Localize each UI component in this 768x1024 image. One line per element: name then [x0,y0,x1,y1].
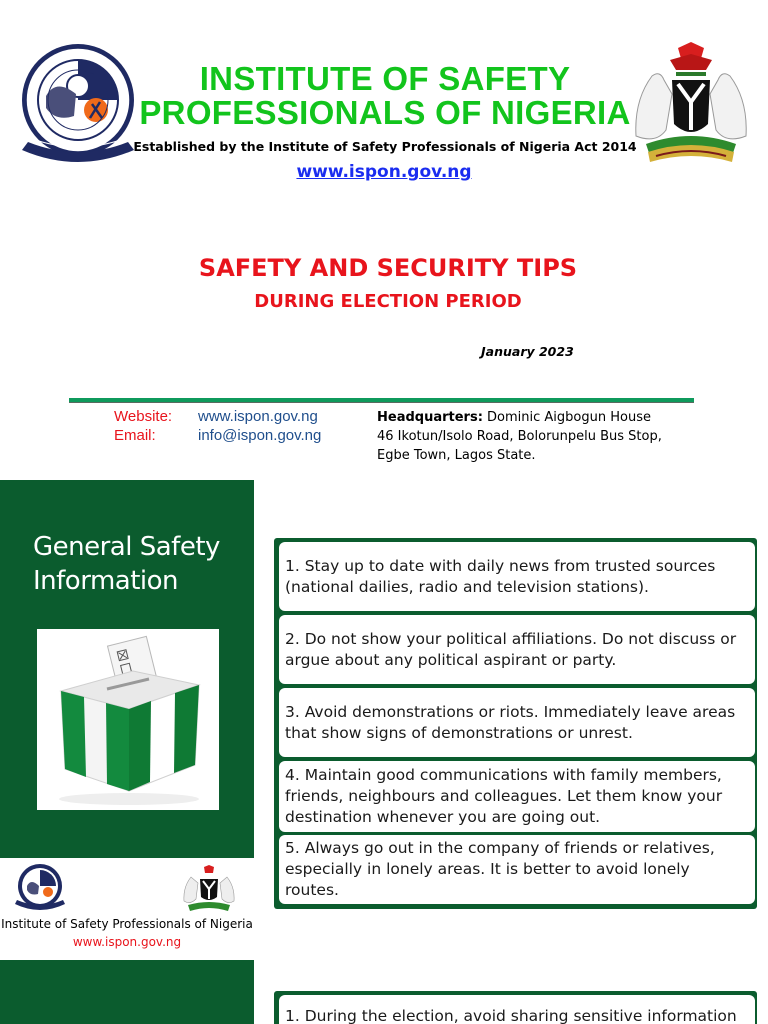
next-section-side-panel [0,960,254,1024]
tip-item [279,542,755,611]
tip-item [279,615,755,684]
header-website-link[interactable]: www.ispon.gov.ng [296,162,472,182]
email-label: Email: [114,427,156,444]
headquarters-address [377,408,707,465]
document-title: SAFETY AND SECURITY TIPS [198,254,578,282]
ispon-logo-small-icon [11,862,69,914]
hq-label: Headquarters: [377,410,483,425]
website-value-link[interactable]: www.ispon.gov.ng [198,408,318,425]
header-divider [69,398,694,402]
tip-item [279,761,755,832]
org-name-line-2: PROFESSIONALS OF NIGERIA [139,94,631,131]
tip-text: 1. Stay up to date with daily news from trusted sources (national dailies, radio and television stations). [285,556,716,596]
ispon-logo-icon [16,38,140,170]
document-date: January 2023 [481,344,574,359]
document-subtitle: DURING ELECTION PERIOD [254,291,522,312]
website-label: Website: [114,408,173,425]
section-title-line-2: Information [33,566,179,596]
footer-website-link[interactable]: www.ispon.gov.ng [72,935,182,949]
tip-item [279,835,755,904]
established-text: Established by the Institute of Safety Professionals of Nigeria Act 2014 [133,139,637,154]
hq-line-3: Egbe Town, Lagos State. [377,448,536,463]
coat-of-arms-icon [626,40,756,168]
tip-item [279,995,755,1024]
hq-line-2: 46 Ikotun/Isolo Road, Bolorunpelu Bus Stop, [377,429,662,444]
tip-text: 2. Do not show your political affiliations. Do not discuss or argue about any political aspirant or party. [285,629,737,669]
ballot-box-icon [37,629,219,810]
org-name-line-1: INSTITUTE OF SAFETY [199,60,571,97]
section-title [33,530,243,598]
email-value-link[interactable]: info@ispon.gov.ng [198,427,322,444]
ballot-box-image [37,629,219,810]
tip-item [279,688,755,757]
hq-line-1: Dominic Aigbogun House [487,410,651,425]
tip-text: 5. Always go out in the company of friends or relatives, especially in lonely areas. It is better to avoid lonely routes. [285,839,715,899]
tip-text: 4. Maintain good communications with family members, friends, neighbours and colleagues. Let them know your destination whenever you are going out. [285,766,723,826]
footer-org-name: Institute of Safety Professionals of Nigeria [1,917,253,931]
tip-text: 1. During the election, avoid sharing sensitive information [285,1007,737,1024]
coat-of-arms-small-icon [180,865,238,913]
tip-text: 3. Avoid demonstrations or riots. Immediately leave areas that show signs of demonstrations or unrest. [285,702,736,742]
section-title-line-1: General Safety [33,532,220,562]
